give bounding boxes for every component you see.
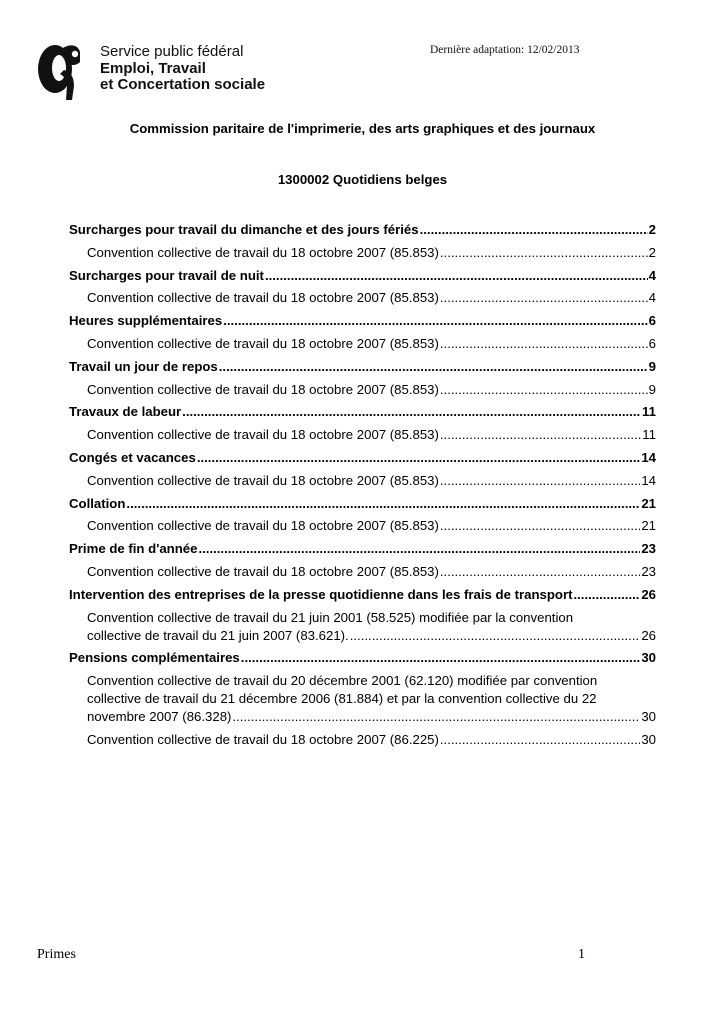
toc-entry-text-line: Convention collective de travail du 20 décembre 2001 (62.120) modifiée par convention <box>87 673 598 689</box>
toc-entry-title: Convention collective de travail du 18 octobre 2007 (85.853) <box>87 518 439 534</box>
toc-section-entry[interactable] <box>69 649 656 667</box>
toc-dot-leader <box>198 540 640 558</box>
toc-page-number: 23 <box>641 541 656 557</box>
toc-entry-title: Travail un jour de repos <box>69 358 218 374</box>
toc-page-number: 14 <box>641 450 656 465</box>
toc-entry-text-line: Convention collective de travail du 21 juin 2001 (58.525) modifiée par la convention <box>87 609 574 625</box>
toc-subsection-entry[interactable] <box>87 672 656 726</box>
toc-dot-leader <box>241 649 641 667</box>
toc-entry-title: Surcharges pour travail de nuit <box>69 267 264 283</box>
toc-page-number: 4 <box>648 267 656 283</box>
toc-page-number: 9 <box>648 381 656 397</box>
toc-entry-text-line: collective de travail du 21 décembre 2006 (81.884) et par la convention collective du 22 <box>87 691 597 707</box>
toc-page-number: 2 <box>648 244 656 260</box>
toc-dot-leader <box>232 708 640 726</box>
logo-line-3: et Concertation sociale <box>100 76 266 93</box>
spf-logo <box>36 42 266 102</box>
toc-page-number: 11 <box>642 404 656 420</box>
toc-subsection-entry[interactable] <box>87 609 656 645</box>
toc-section-entry[interactable] <box>69 449 656 467</box>
toc-page-number: 26 <box>641 586 656 602</box>
toc-subsection-entry[interactable] <box>87 517 656 535</box>
footer-page-number: 1 <box>578 947 585 962</box>
toc-dot-leader <box>182 403 641 421</box>
toc-entry-title: Intervention des entreprises de la presse quotidienne dans les frais de transport <box>69 586 573 602</box>
toc-subsection-entry[interactable] <box>87 244 656 262</box>
document-title: Commission paritaire de l'imprimerie, des arts graphiques et des journaux <box>129 121 596 136</box>
toc-dot-leader <box>440 563 640 581</box>
toc-entry-title: Convention collective de travail du 18 octobre 2007 (85.853) <box>87 381 439 397</box>
toc-page-number: 26 <box>641 627 656 643</box>
toc-entry-title: Convention collective de travail du 18 octobre 2007 (85.853) <box>87 244 439 260</box>
toc-page-number: 2 <box>648 222 656 237</box>
toc-dot-leader <box>265 267 648 285</box>
toc-subsection-entry[interactable] <box>87 335 656 353</box>
toc-dot-leader <box>440 472 640 490</box>
toc-dot-leader <box>197 449 641 467</box>
logo-wordmark <box>100 44 265 94</box>
toc-dot-leader <box>440 517 640 535</box>
logo-line-2: Emploi, Travail <box>100 59 206 77</box>
toc-section-entry[interactable] <box>69 312 656 330</box>
toc-entry-title: Collation <box>69 495 126 511</box>
toc-dot-leader <box>440 335 648 353</box>
toc-section-entry[interactable] <box>69 221 656 239</box>
toc-entry-title: Convention collective de travail du 18 octobre 2007 (86.225) <box>87 732 439 747</box>
toc-page-number: 9 <box>648 358 656 374</box>
toc-page-number: 23 <box>641 564 656 579</box>
toc-entry-title: Heures supplémentaires <box>69 313 223 329</box>
toc-section-entry[interactable] <box>69 403 656 421</box>
toc-page-number: 14 <box>641 472 656 488</box>
toc-section-entry[interactable] <box>69 586 656 604</box>
toc-subsection-entry[interactable] <box>87 426 656 444</box>
toc-entry-title: Prime de fin d'année <box>69 541 198 557</box>
logo-line-1: Service public fédéral <box>100 43 244 60</box>
toc-entry-title: Congés et vacances <box>69 450 196 465</box>
toc-entry-title: collective de travail du 21 juin 2007 (83.621). <box>87 627 349 643</box>
toc-entry-title: Convention collective de travail du 18 octobre 2007 (85.853) <box>87 290 439 306</box>
toc-page-number: 6 <box>648 313 656 329</box>
toc-subsection-entry[interactable] <box>87 563 656 581</box>
toc-dot-leader <box>223 312 647 330</box>
toc-dot-leader <box>440 244 648 262</box>
toc-page-number: 30 <box>641 709 656 725</box>
toc-dot-leader <box>440 731 640 749</box>
toc-entry-title: Convention collective de travail du 18 octobre 2007 (85.853) <box>87 427 439 443</box>
toc-page-number: 30 <box>641 650 656 666</box>
toc-page-number: 30 <box>641 732 656 747</box>
toc-page-number: 4 <box>648 290 656 306</box>
toc-section-entry[interactable] <box>69 540 656 558</box>
toc-section-entry[interactable] <box>69 495 656 513</box>
last-adaptation-date: Dernière adaptation: 12/02/2013 <box>430 44 580 56</box>
toc-subsection-entry[interactable] <box>87 381 656 399</box>
toc-entry-title: Travaux de labeur <box>69 404 182 420</box>
toc-subsection-entry[interactable] <box>87 731 656 749</box>
toc-page-number: 21 <box>641 518 656 534</box>
toc-dot-leader <box>573 586 640 604</box>
toc-page-number: 11 <box>642 427 656 443</box>
toc-entry-title: Surcharges pour travail du dimanche et des jours fériés <box>69 222 419 237</box>
toc-entry-title: Convention collective de travail du 18 octobre 2007 (85.853) <box>87 472 439 488</box>
toc-dot-leader <box>440 289 648 307</box>
toc-dot-leader <box>350 627 641 645</box>
footer-section-label: Primes <box>37 947 76 962</box>
toc-dot-leader <box>219 358 648 376</box>
spf-emblem-icon <box>36 42 94 102</box>
toc-dot-leader <box>440 426 641 444</box>
toc-entry-title: Convention collective de travail du 18 octobre 2007 (85.853) <box>87 336 439 351</box>
toc-dot-leader <box>420 221 648 239</box>
toc-page-number: 21 <box>641 495 656 511</box>
toc-section-entry[interactable] <box>69 267 656 285</box>
toc-entry-title: Convention collective de travail du 18 octobre 2007 (85.853) <box>87 564 439 579</box>
toc-page-number: 6 <box>648 336 656 351</box>
toc-entry-title: Pensions complémentaires <box>69 650 240 666</box>
toc-dot-leader <box>126 495 640 513</box>
toc-entry-title: novembre 2007 (86.328) <box>87 709 232 725</box>
document-subtitle: 1300002 Quotidiens belges <box>277 172 448 187</box>
toc-section-entry[interactable] <box>69 358 656 376</box>
toc-subsection-entry[interactable] <box>87 289 656 307</box>
toc-subsection-entry[interactable] <box>87 472 656 490</box>
toc-dot-leader <box>440 381 648 399</box>
